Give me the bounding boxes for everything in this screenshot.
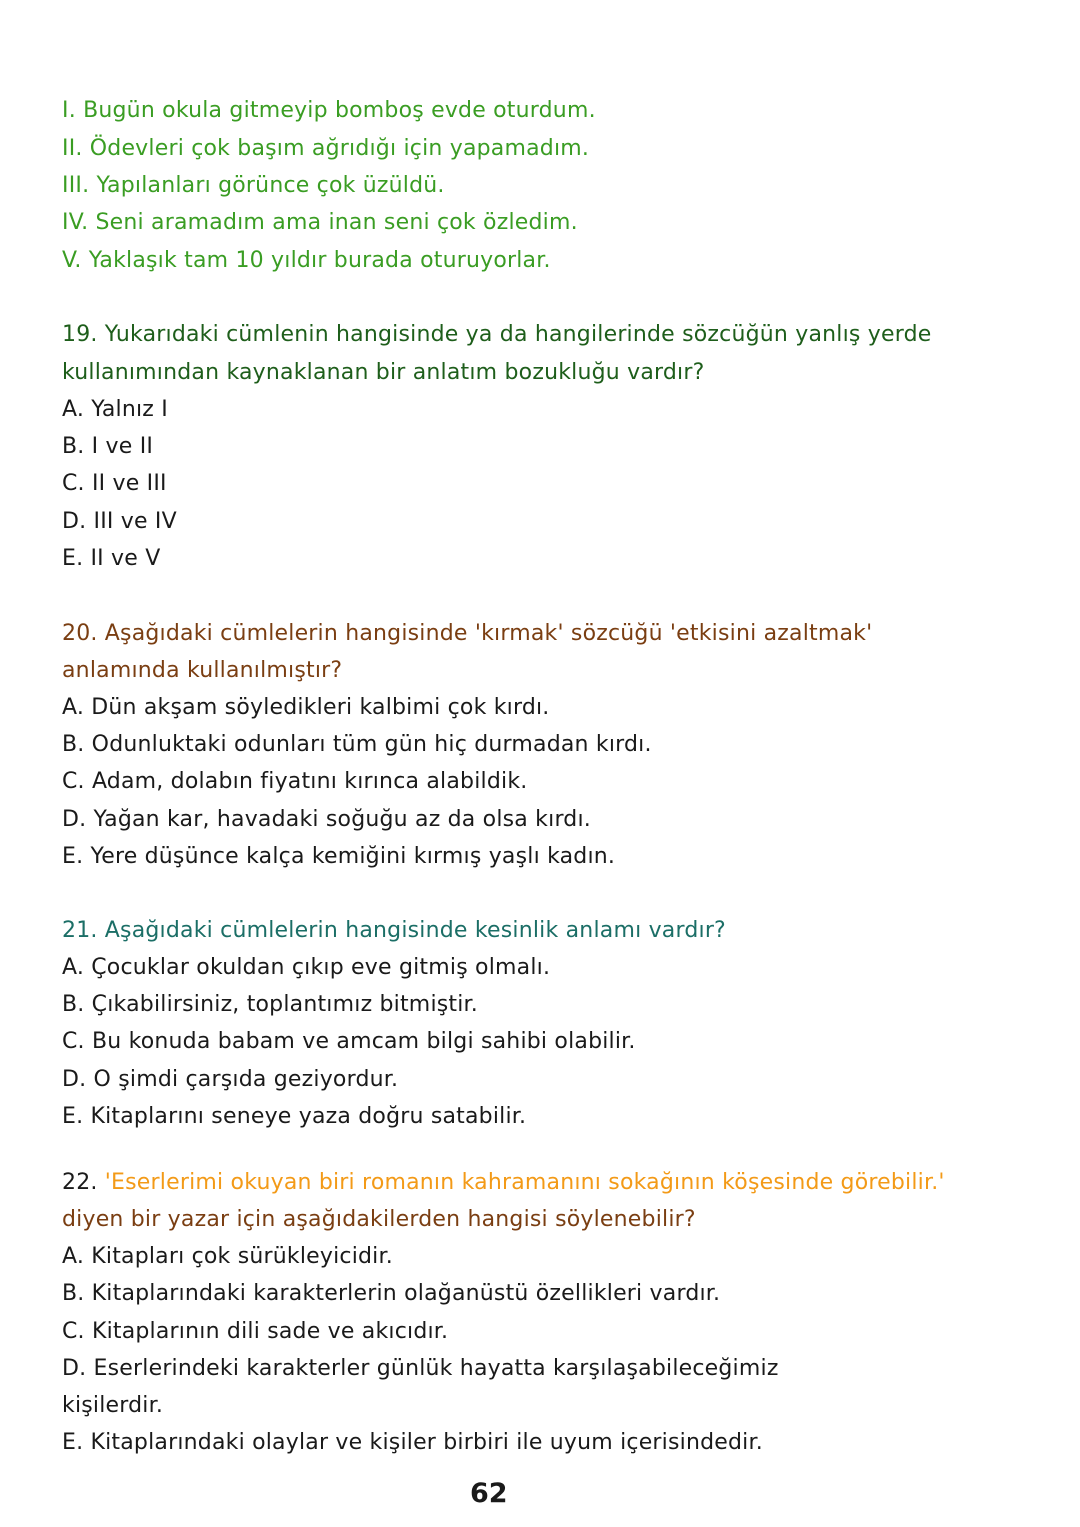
- q22-option-b: B. Kitaplarındaki karakterlerin olağanüstü özellikleri vardır.: [62, 1281, 721, 1306]
- q21-option-b: B. Çıkabilirsiniz, toplantımız bitmiştir.: [62, 992, 478, 1017]
- q22-option-e: E. Kitaplarındaki olaylar ve kişiler birbiri ile uyum içerisindedir.: [62, 1430, 763, 1455]
- question-22-stem-line1: [62, 1168, 945, 1198]
- statement-5: V. Yaklaşık tam 10 yıldır burada oturuyorlar.: [62, 248, 551, 273]
- question-21-stem: 21. Aşağıdaki cümlelerin hangisinde kesinlik anlamı vardır?: [62, 918, 726, 943]
- statement-2: II. Ödevleri çok başım ağrıdığı için yapamadım.: [62, 136, 590, 161]
- q19-option-d: D. III ve IV: [62, 509, 177, 534]
- question-19-stem-line2: kullanımından kaynaklanan bir anlatım bozukluğu vardır?: [62, 360, 705, 385]
- question-22-stem-line2: diyen bir yazar için aşağıdakilerden hangisi söylenebilir?: [62, 1207, 696, 1232]
- statement-1: I. Bugün okula gitmeyip bomboş evde oturdum.: [62, 98, 596, 123]
- q20-option-e: E. Yere düşünce kalça kemiğini kırmış yaşlı kadın.: [62, 844, 616, 869]
- q22-option-a: A. Kitapları çok sürükleyicidir.: [62, 1244, 393, 1269]
- statement-3: III. Yapılanları görünce çok üzüldü.: [62, 173, 445, 198]
- question-22-quote: 'Eserlerimi okuyan biri romanın kahramanını sokağının köşesinde görebilir.': [104, 1170, 945, 1195]
- q22-option-c: C. Kitaplarının dili sade ve akıcıdır.: [62, 1319, 449, 1344]
- q20-option-d: D. Yağan kar, havadaki soğuğu az da olsa kırdı.: [62, 807, 591, 832]
- q22-option-d-continued: kişilerdir.: [62, 1393, 164, 1418]
- q19-option-e: E. II ve V: [62, 546, 161, 571]
- statement-4: IV. Seni aramadım ama inan seni çok özledim.: [62, 210, 578, 235]
- q21-option-c: C. Bu konuda babam ve amcam bilgi sahibi olabilir.: [62, 1029, 636, 1054]
- question-20-stem-line1: 20. Aşağıdaki cümlelerin hangisinde 'kırmak' sözcüğü 'etkisini azaltmak': [62, 621, 873, 646]
- q21-option-d: D. O şimdi çarşıda geziyordur.: [62, 1067, 399, 1092]
- q21-option-e: E. Kitaplarını seneye yaza doğru satabilir.: [62, 1104, 527, 1129]
- question-19-stem-line1: 19. Yukarıdaki cümlenin hangisinde ya da hangilerinde sözcüğün yanlış yerde: [62, 322, 932, 347]
- question-22-number: 22.: [62, 1170, 98, 1195]
- question-20-stem-line2: anlamında kullanılmıştır?: [62, 658, 343, 683]
- q20-option-c: C. Adam, dolabın fiyatını kırınca alabildik.: [62, 769, 528, 794]
- q20-option-b: B. Odunluktaki odunları tüm gün hiç durmadan kırdı.: [62, 732, 652, 757]
- q19-option-a: A. Yalnız I: [62, 397, 168, 422]
- q20-option-a: A. Dün akşam söyledikleri kalbimi çok kırdı.: [62, 695, 550, 720]
- q22-option-d: D. Eserlerindeki karakterler günlük hayatta karşılaşabileceğimiz: [62, 1356, 779, 1381]
- q19-option-b: B. I ve II: [62, 434, 154, 459]
- page-number: 62: [470, 1478, 508, 1509]
- q19-option-c: C. II ve III: [62, 471, 167, 496]
- q21-option-a: A. Çocuklar okuldan çıkıp eve gitmiş olmalı.: [62, 955, 551, 980]
